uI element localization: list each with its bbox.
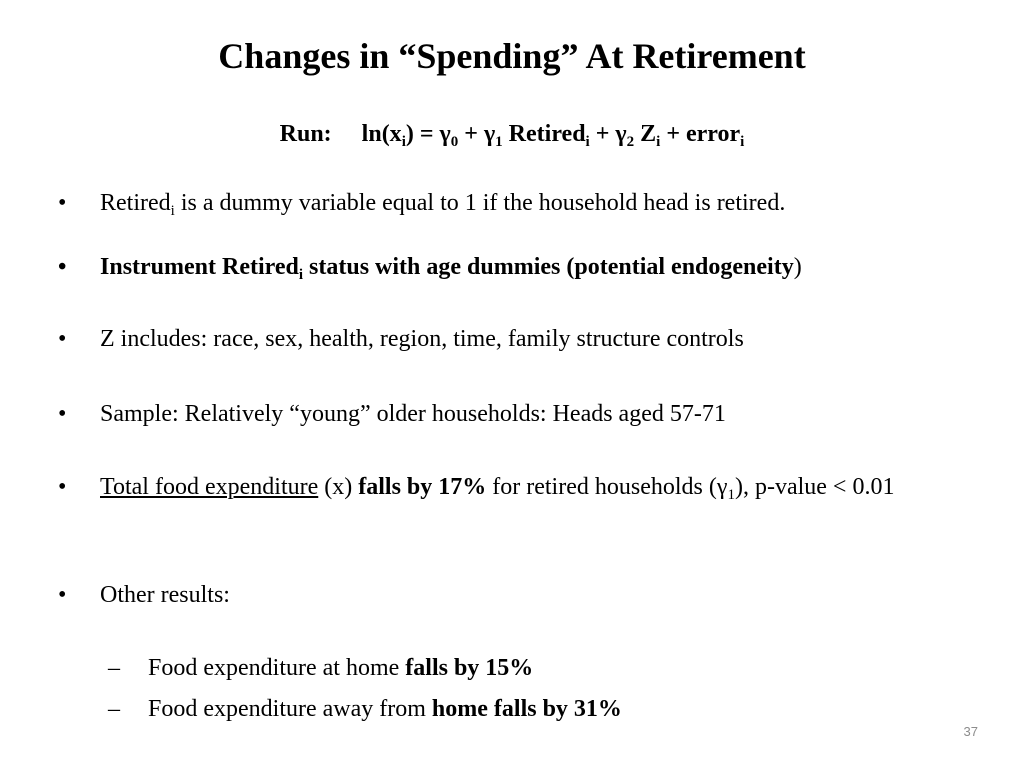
equation-ln-x: ln(x (361, 121, 402, 147)
bullet-text: Z includes: race, sex, health, region, time, family structure controls (100, 326, 744, 352)
bullet-marker: • (58, 474, 67, 500)
equation-z: Z (634, 121, 657, 147)
bullet-marker: • (58, 582, 67, 608)
bullet-sample (58, 398, 966, 430)
bullet-z-includes (58, 323, 966, 355)
subbullet-food-away-from-home (108, 693, 622, 725)
equation-gamma0: ) = γ (405, 121, 451, 147)
bullet-total-food-expenditure (58, 471, 966, 503)
equation-gamma2: + γ (589, 121, 627, 147)
slide-title: Changes in “Spending” At Retirement (218, 36, 806, 76)
bold-text: falls by 15% (405, 655, 534, 681)
equation-subscript: i (401, 134, 406, 150)
bold-text: home falls by 31% (431, 696, 622, 722)
subbullet-text (148, 693, 622, 725)
subbullet-text-part: Food expenditure at home (148, 655, 406, 681)
bullet-text-part: status with age dummies (potential endogeneity (303, 254, 794, 280)
equation-subscript: 2 (626, 134, 635, 150)
bullet-marker: • (58, 401, 67, 427)
bullet-marker: • (58, 254, 67, 280)
equation-subscript: 1 (495, 134, 503, 150)
equation-subscript: i (740, 134, 745, 150)
subbullet-text-part: Food expenditure away from (148, 696, 432, 722)
bullet-other-results (58, 579, 966, 611)
equation-gamma1: + γ (458, 121, 496, 147)
bullet-text: Other results: (100, 582, 230, 608)
subbullet-marker: – (108, 655, 120, 681)
bullet-text-part: Retired (100, 190, 171, 216)
subscript: i (170, 203, 175, 219)
subbullet-text (148, 652, 533, 684)
bullet-text (100, 187, 966, 219)
regression-equation (0, 118, 1024, 150)
bullet-marker: • (58, 190, 67, 216)
bullet-retired-definition (58, 187, 966, 219)
equation-subscript: i (656, 134, 661, 150)
bullet-text (100, 251, 966, 283)
bullet-instrument (58, 251, 966, 283)
bullet-text-part: for retired households (γ (486, 474, 728, 500)
underlined-text: Total food expenditure (100, 474, 319, 500)
subscript: 1 (727, 487, 735, 503)
bullet-marker: • (58, 326, 67, 352)
bullet-text-part: (x) (318, 474, 359, 500)
bullet-text (100, 471, 966, 503)
bullet-text: Sample: Relatively “young” older households: Heads aged 57-71 (100, 401, 726, 427)
bullet-text-part: ) (793, 254, 802, 280)
bullet-text-part: ), p-value < 0.01 (734, 474, 895, 500)
page-number: 37 (963, 724, 978, 739)
subbullet-marker: – (108, 696, 120, 722)
bold-text: falls by 17% (358, 474, 487, 500)
subscript: i (298, 267, 304, 283)
equation-subscript: i (585, 134, 590, 150)
equation-retired: Retired (502, 121, 586, 147)
bullet-text-part: is a dummy variable equal to 1 if the household head is retired. (174, 190, 786, 216)
run-label: Run: (279, 121, 332, 147)
equation-subscript: 0 (450, 134, 459, 150)
bullet-text-part: Instrument Retired (100, 254, 299, 280)
subbullet-food-at-home (108, 652, 533, 684)
equation-error: + error (660, 121, 741, 147)
